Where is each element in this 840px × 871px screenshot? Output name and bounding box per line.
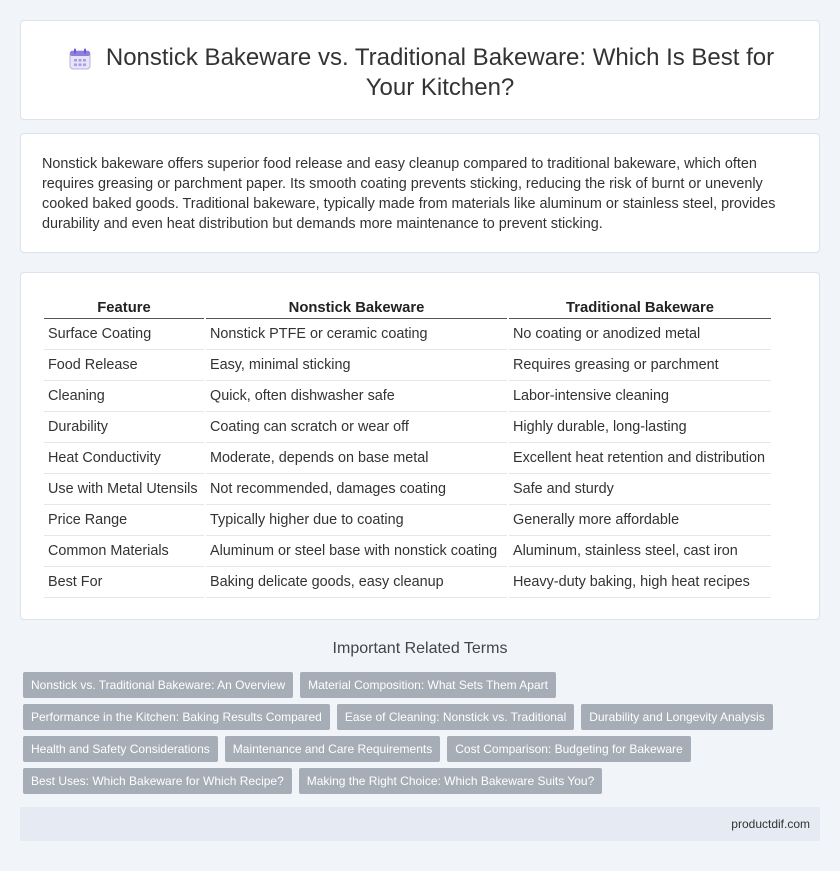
related-term-tag[interactable]: Cost Comparison: Budgeting for Bakeware bbox=[447, 736, 690, 762]
cell-feature: Surface Coating bbox=[44, 319, 204, 350]
tag-row bbox=[23, 768, 783, 794]
table-row bbox=[44, 381, 771, 412]
table-row bbox=[44, 474, 771, 505]
cell-nonstick: Typically higher due to coating bbox=[206, 505, 507, 536]
related-term-tag[interactable]: Best Uses: Which Bakeware for Which Recipe? bbox=[23, 768, 292, 794]
cell-feature: Cleaning bbox=[44, 381, 204, 412]
cell-traditional: Excellent heat retention and distribution bbox=[509, 443, 771, 474]
related-term-tag[interactable]: Material Composition: What Sets Them Apart bbox=[300, 672, 556, 698]
cell-traditional: Aluminum, stainless steel, cast iron bbox=[509, 536, 771, 567]
cell-feature: Best For bbox=[44, 567, 204, 598]
table-row bbox=[44, 505, 771, 536]
cell-traditional: Highly durable, long-lasting bbox=[509, 412, 771, 443]
cell-feature: Durability bbox=[44, 412, 204, 443]
header-traditional: Traditional Bakeware bbox=[509, 295, 771, 319]
intro-card bbox=[20, 133, 820, 253]
table-header-row bbox=[44, 295, 771, 319]
footer-site: productdif.com bbox=[731, 817, 810, 831]
tag-row bbox=[23, 704, 783, 730]
cell-feature: Food Release bbox=[44, 350, 204, 381]
cell-feature: Use with Metal Utensils bbox=[44, 474, 204, 505]
comparison-card bbox=[20, 272, 820, 620]
intro-paragraph: Nonstick bakeware offers superior food release and easy cleanup compared to traditional bakeware, which often requires greasing or parchment paper. Its smooth coating prevents sticking, reducing the risk of burnt or unevenly cooked baked goods. Traditional bakeware, typically made from materials like aluminum or stainless steel, provides durability and even heat distribution but demands more maintenance to prevent sticking. bbox=[42, 156, 776, 232]
cell-nonstick: Coating can scratch or wear off bbox=[206, 412, 507, 443]
title-card bbox=[20, 20, 820, 120]
table-row bbox=[44, 319, 771, 350]
cell-nonstick: Not recommended, damages coating bbox=[206, 474, 507, 505]
cell-nonstick: Easy, minimal sticking bbox=[206, 350, 507, 381]
cell-nonstick: Moderate, depends on base metal bbox=[206, 443, 507, 474]
table-row bbox=[44, 536, 771, 567]
cell-nonstick: Quick, often dishwasher safe bbox=[206, 381, 507, 412]
table-row bbox=[44, 443, 771, 474]
cell-traditional: Heavy-duty baking, high heat recipes bbox=[509, 567, 771, 598]
cell-nonstick: Baking delicate goods, easy cleanup bbox=[206, 567, 507, 598]
tag-row bbox=[23, 736, 783, 762]
related-term-tag[interactable]: Making the Right Choice: Which Bakeware Suits You? bbox=[299, 768, 603, 794]
cell-feature: Common Materials bbox=[44, 536, 204, 567]
cell-traditional: No coating or anodized metal bbox=[509, 319, 771, 350]
cell-traditional: Safe and sturdy bbox=[509, 474, 771, 505]
related-term-tag[interactable]: Durability and Longevity Analysis bbox=[581, 704, 772, 730]
footer bbox=[20, 807, 820, 841]
cell-feature: Price Range bbox=[44, 505, 204, 536]
header-nonstick: Nonstick Bakeware bbox=[206, 295, 507, 319]
cell-traditional: Labor-intensive cleaning bbox=[509, 381, 771, 412]
page-title: Nonstick Bakeware vs. Traditional Bakeware: Which Is Best for Your Kitchen? bbox=[105, 44, 775, 101]
table-row bbox=[44, 567, 771, 598]
table-row bbox=[44, 412, 771, 443]
cell-traditional: Requires greasing or parchment bbox=[509, 350, 771, 381]
tag-row bbox=[23, 672, 783, 698]
cell-feature: Heat Conductivity bbox=[44, 443, 204, 474]
cell-nonstick: Nonstick PTFE or ceramic coating bbox=[206, 319, 507, 350]
cell-nonstick: Aluminum or steel base with nonstick coating bbox=[206, 536, 507, 567]
comparison-table bbox=[42, 295, 773, 598]
related-terms-list bbox=[23, 672, 783, 800]
related-term-tag[interactable]: Maintenance and Care Requirements bbox=[225, 736, 440, 762]
related-term-tag[interactable]: Ease of Cleaning: Nonstick vs. Traditional bbox=[337, 704, 574, 730]
header-feature: Feature bbox=[44, 295, 204, 319]
related-term-tag[interactable]: Nonstick vs. Traditional Bakeware: An Overview bbox=[23, 672, 293, 698]
related-terms-title: Important Related Terms bbox=[332, 640, 508, 657]
cell-traditional: Generally more affordable bbox=[509, 505, 771, 536]
related-term-tag[interactable]: Performance in the Kitchen: Baking Results Compared bbox=[23, 704, 330, 730]
related-term-tag[interactable]: Health and Safety Considerations bbox=[23, 736, 218, 762]
table-row bbox=[44, 350, 771, 381]
